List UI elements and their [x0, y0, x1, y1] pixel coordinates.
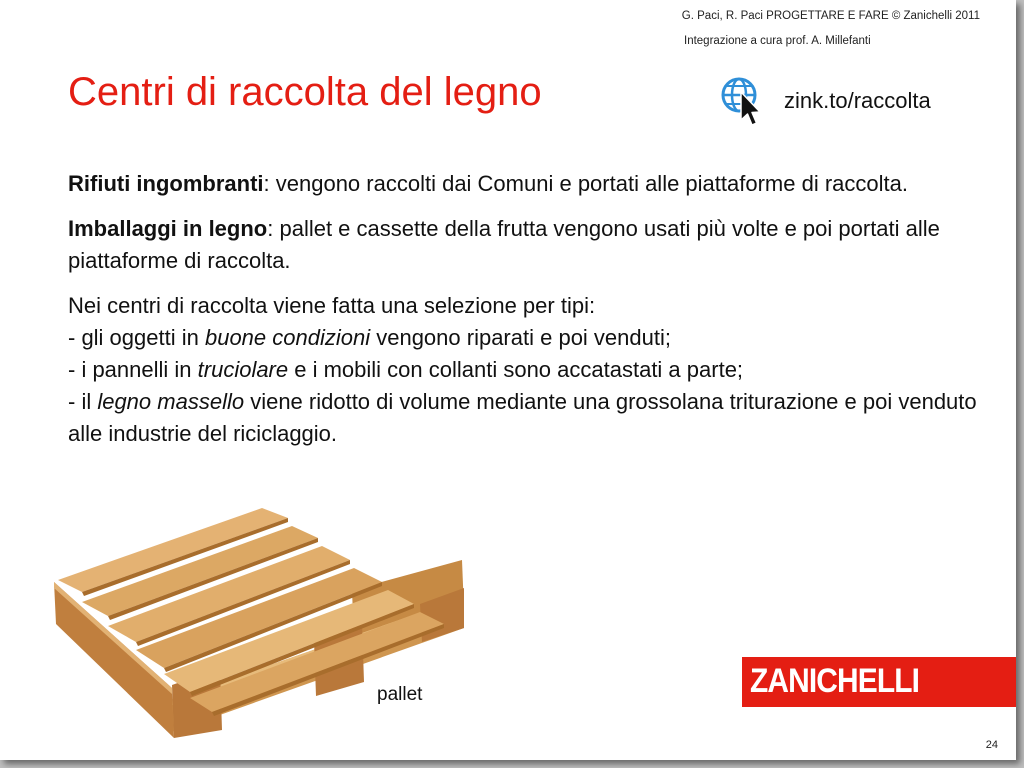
globe-cursor-icon[interactable]: [718, 74, 764, 128]
selection-intro: Nei centri di raccolta viene fatta una selezione per tipi:: [68, 293, 596, 318]
header-credits: G. Paci, R. Paci PROGETTARE E FARE © Zanichelli 2011: [681, 10, 980, 22]
italic-term: truciolare: [197, 357, 289, 382]
bold-term: Rifiuti ingombranti: [68, 171, 264, 196]
list-item-text: - il: [68, 389, 98, 414]
link-text[interactable]: zink.to/raccolta: [784, 88, 931, 113]
slide-title: Centri di raccolta del legno: [68, 70, 542, 114]
image-caption: pallet: [377, 684, 423, 705]
paragraph-text: : pallet e cassette della frutta vengono usati più volte e poi portati alle piattaforme di raccolta.: [68, 216, 940, 273]
list-item-text: viene ridotto di volume mediante una grossolana triturazione e poi venduto alle industrie del riciclaggio.: [68, 389, 977, 446]
page-number: 24: [985, 739, 998, 751]
zanichelli-logo: [742, 657, 1016, 707]
list-item-text: vengono riparati e poi venduti;: [370, 325, 671, 350]
italic-term: buone condizioni: [204, 325, 371, 350]
paragraph-imballaggi: [68, 213, 1003, 277]
bold-term: Imballaggi in legno: [68, 216, 268, 241]
list-item-text: e i mobili con collanti sono accatastati a parte;: [288, 357, 744, 382]
paragraph-selezione: [68, 290, 1003, 450]
body-text: [68, 168, 1003, 463]
italic-term: legno massello: [97, 389, 245, 414]
logo-text: ZANICHELLI: [750, 662, 920, 700]
paragraph-rifiuti: [68, 168, 1003, 200]
list-item-text: - gli oggetti in: [68, 325, 205, 350]
header-credits-line2: Integrazione a cura prof. A. Millefanti: [684, 35, 871, 47]
paragraph-text: : vengono raccolti dai Comuni e portati alle piattaforme di raccolta.: [263, 171, 908, 196]
list-item-text: - i pannelli in: [68, 357, 198, 382]
